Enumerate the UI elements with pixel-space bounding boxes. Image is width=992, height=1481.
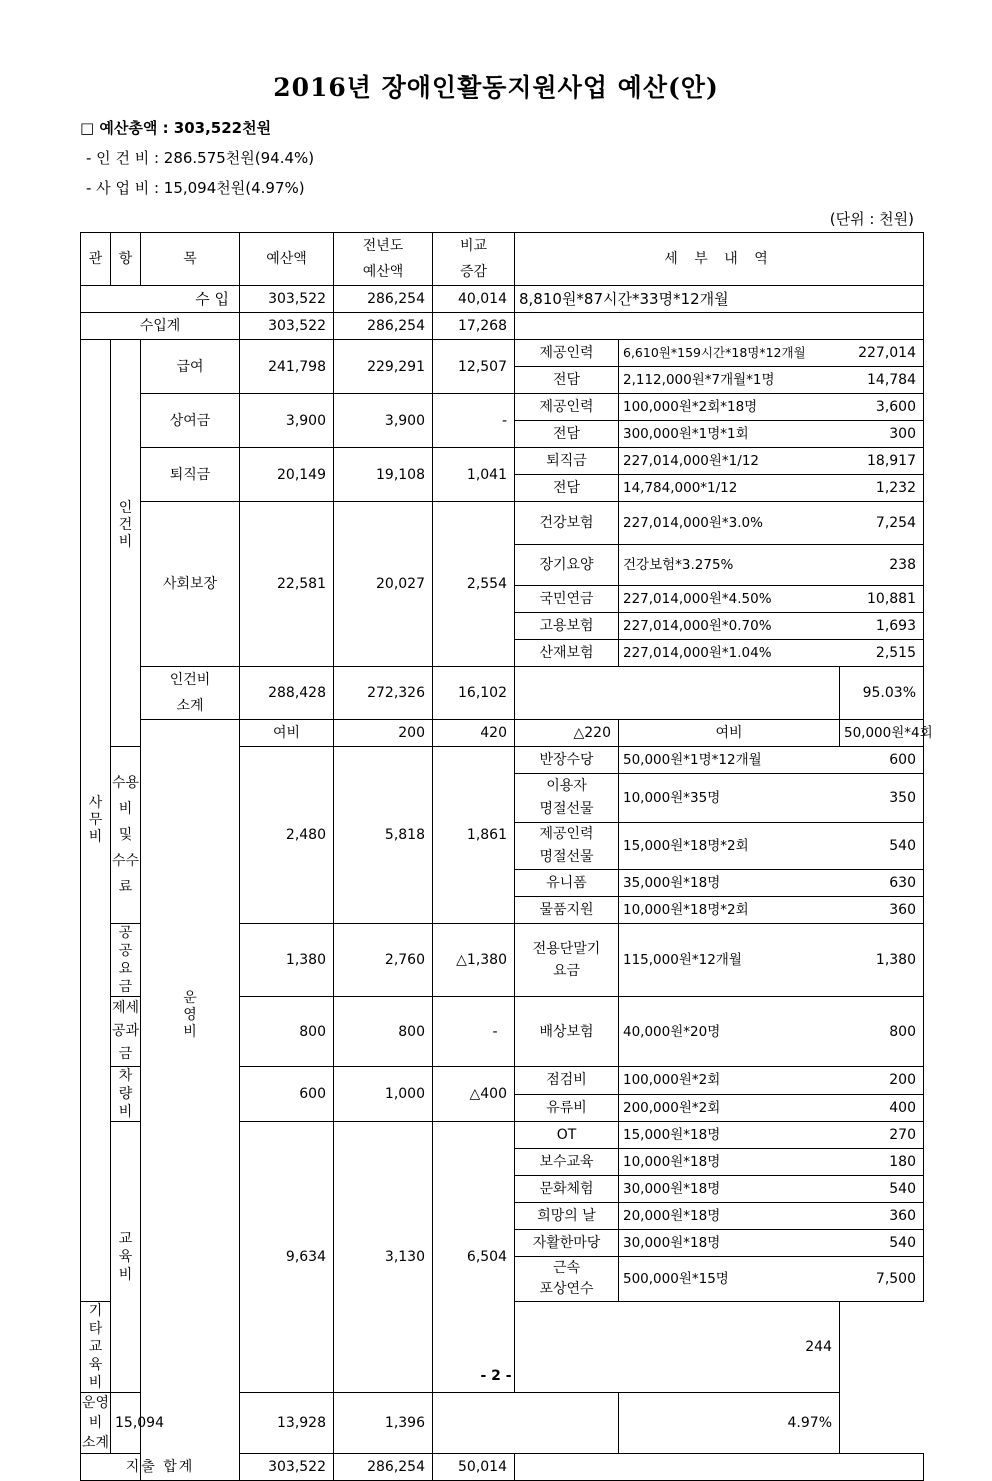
detail-amount: 14,784 (840, 367, 924, 394)
detail-item: 전담 (515, 367, 619, 394)
detail-item: 자활한마당 (515, 1230, 619, 1257)
header-gwan: 관 (81, 233, 111, 286)
expense-total-diff: 50,014 (433, 1454, 515, 1481)
expense-total-row (81, 1454, 924, 1481)
detail-calc: 100,000원*2회*18명 (619, 394, 840, 421)
income-label: 수 입 (81, 286, 240, 313)
bonus-budget: 3,900 (240, 394, 334, 448)
detail-amount: 540 (840, 823, 924, 870)
detail-item: 국민연금 (515, 586, 619, 613)
detail-calc: 227,014,000원*4.50% (619, 586, 840, 613)
detail-calc: 100,000원*2회 (619, 1067, 840, 1095)
income-total-detail (515, 313, 924, 340)
expense-total-budget: 303,522 (240, 1454, 334, 1481)
detail-item: 장기요양 (515, 545, 619, 586)
expense-total-prev: 286,254 (334, 1454, 433, 1481)
income-total-prev: 286,254 (334, 313, 433, 340)
detail-item: 이용자 명절선물 (515, 774, 619, 823)
detail-amount: 7,500 (840, 1257, 924, 1302)
detail-amount: 540 (840, 1230, 924, 1257)
detail-item: 배상보험 (515, 997, 619, 1067)
detail-item: 보수교육 (515, 1149, 619, 1176)
social-budget: 22,581 (240, 502, 334, 667)
detail-item: 제공인력 (515, 340, 619, 367)
detail-item: 전담 (515, 421, 619, 448)
education-prev: 3,130 (334, 1122, 433, 1393)
income-total-diff: 17,268 (433, 313, 515, 340)
vehicle-prev: 1,000 (334, 1067, 433, 1122)
social-diff: 2,554 (433, 502, 515, 667)
detail-amount: 7,254 (840, 502, 924, 545)
income-detail: 8,810원*87시간*33명*12개월 (515, 286, 924, 313)
personnel-summary: - 인 건 비 : 286.575천원(94.4%) (86, 149, 315, 167)
detail-calc: 500,000원*15명 (619, 1257, 840, 1302)
detail-calc: 227,014,000원*3.0% (619, 502, 840, 545)
operation-subtotal-ratio: 4.97% (619, 1393, 840, 1454)
personnel-subtotal-diff: 16,102 (433, 667, 515, 720)
expense-total-label: 지출 합계 (81, 1454, 240, 1481)
mok-supplies: 수용비 및 수수료 (111, 747, 141, 924)
operation-subtotal-prev: 13,928 (240, 1393, 334, 1454)
header-prev: 전년도 예산액 (334, 233, 433, 286)
operation-subtotal-blank (433, 1393, 619, 1454)
detail-item: 고용보험 (515, 613, 619, 640)
income-budget: 303,522 (240, 286, 334, 313)
detail-amount: 227,014 (840, 340, 924, 367)
education-budget: 9,634 (240, 1122, 334, 1393)
detail-item: 유니폼 (515, 870, 619, 897)
business-summary: - 사 업 비 : 15,094천원(4.97%) (86, 179, 305, 197)
operation-subtotal-diff: 1,396 (334, 1393, 433, 1454)
header-diff: 비교 증감 (433, 233, 515, 286)
gwan-label: 사 무 비 (81, 340, 111, 1302)
detail-calc: 35,000원*18명 (619, 870, 840, 897)
personnel-subtotal-row (81, 667, 924, 720)
mok-salary: 급여 (141, 340, 240, 394)
detail-calc: 10,000원*35명 (619, 774, 840, 823)
detail-item: 기타교육비 (81, 1302, 111, 1393)
travel-prev: 420 (433, 720, 515, 747)
detail-amount: 180 (840, 1149, 924, 1176)
budget-table (80, 232, 933, 1481)
detail-calc: 14,784,000*1/12 (619, 475, 840, 502)
detail-calc: 50,000원*1명*12개월 (619, 747, 840, 774)
detail-item: 반장수당 (515, 747, 619, 774)
detail-calc: 227,014,000원*0.70% (619, 613, 840, 640)
detail-amount: 600 (840, 747, 924, 774)
detail-calc: 200,000원*2회 (619, 1094, 840, 1122)
detail-calc: 50,000원*4회 (840, 720, 924, 747)
bonus-diff: - (433, 394, 515, 448)
header-detail: 세 부 내 역 (515, 233, 924, 286)
mok-travel: 여비 (240, 720, 334, 747)
header-hang: 항 (111, 233, 141, 286)
header-mok: 목 (141, 233, 240, 286)
vehicle-diff: △400 (433, 1067, 515, 1122)
detail-amount: 1,693 (840, 613, 924, 640)
detail-amount: 18,917 (840, 448, 924, 475)
utilities-diff: △1,380 (433, 924, 515, 997)
page-number: - 2 - (480, 1368, 512, 1384)
detail-amount: 244 (619, 1302, 840, 1393)
salary-diff: 12,507 (433, 340, 515, 394)
detail-amount: 800 (840, 997, 924, 1067)
vehicle-budget: 600 (240, 1067, 334, 1122)
detail-item: 희망의 날 (515, 1203, 619, 1230)
detail-item: 전용단말기 요금 (515, 924, 619, 997)
detail-amount: 2,515 (840, 640, 924, 667)
mok-taxes: 제세 공과금 (111, 997, 141, 1067)
detail-item: 물품지원 (515, 897, 619, 924)
detail-amount: 270 (840, 1122, 924, 1149)
hang-operation: 운 영 비 (141, 720, 240, 1481)
detail-calc: 227,014,000원*1/12 (619, 448, 840, 475)
header-row (81, 233, 924, 286)
detail-calc: 20,000원*18명 (619, 1203, 840, 1230)
mok-vehicle: 차량비 (111, 1067, 141, 1122)
detail-item: 퇴직금 (515, 448, 619, 475)
detail-item: 문화체험 (515, 1176, 619, 1203)
detail-item: 근속 포상연수 (515, 1257, 619, 1302)
unit-label: (단위 : 천원) (829, 210, 914, 228)
detail-calc: 227,014,000원*1.04% (619, 640, 840, 667)
expense-total-detail (515, 1454, 924, 1481)
personnel-subtotal-budget: 288,428 (240, 667, 334, 720)
detail-amount: 1,232 (840, 475, 924, 502)
detail-calc: 건강보험*3.275% (619, 545, 840, 586)
detail-item: 전담 (515, 475, 619, 502)
taxes-prev: 800 (334, 997, 433, 1067)
operation-subtotal-budget: 15,094 (111, 1393, 141, 1454)
travel-budget: 200 (334, 720, 433, 747)
income-total-label: 수입계 (81, 313, 240, 340)
education-diff: 6,504 (433, 1122, 515, 1393)
detail-calc: 115,000원*12개월 (619, 924, 840, 997)
taxes-diff: - (433, 997, 515, 1067)
severance-budget: 20,149 (240, 448, 334, 502)
detail-amount: 360 (840, 897, 924, 924)
detail-calc: 15,000원*18명 (619, 1122, 840, 1149)
detail-amount: 200 (840, 1067, 924, 1095)
mok-utilities: 공공요금 (111, 924, 141, 997)
detail-calc: 6,610원*159시간*18명*12개월 (619, 340, 840, 367)
detail-item: 제공인력 (515, 394, 619, 421)
mok-education: 교육비 (111, 1122, 141, 1393)
supplies-prev: 5,818 (334, 747, 433, 924)
table-row (81, 502, 924, 545)
table-row (81, 394, 924, 421)
detail-amount: 400 (840, 1094, 924, 1122)
utilities-prev: 2,760 (334, 924, 433, 997)
detail-item: 제공인력 명절선물 (515, 823, 619, 870)
personnel-subtotal-ratio: 95.03% (840, 667, 924, 720)
supplies-budget: 2,480 (240, 747, 334, 924)
mok-bonus: 상여금 (141, 394, 240, 448)
detail-calc: 30,000원*18명 (619, 1176, 840, 1203)
detail-calc: 300,000원*1명*1회 (619, 421, 840, 448)
detail-amount: 360 (840, 1203, 924, 1230)
social-prev: 20,027 (334, 502, 433, 667)
detail-calc: 30,000원*18명 (619, 1230, 840, 1257)
detail-amount: 3,600 (840, 394, 924, 421)
detail-item: OT (515, 1122, 619, 1149)
detail-amount: 10,881 (840, 586, 924, 613)
operation-subtotal-label: 운영비 소계 (81, 1393, 111, 1454)
detail-item: 산재보험 (515, 640, 619, 667)
page-title: 2016년 장애인활동지원사업 예산(안) (273, 73, 719, 102)
income-total-row (81, 313, 924, 340)
detail-amount: 238 (840, 545, 924, 586)
travel-diff: △220 (515, 720, 619, 747)
detail-calc: 2,112,000원*7개월*1명 (619, 367, 840, 394)
supplies-diff: 1,861 (433, 747, 515, 924)
utilities-budget: 1,380 (240, 924, 334, 997)
bonus-prev: 3,900 (334, 394, 433, 448)
detail-calc: 10,000원*18명*2회 (619, 897, 840, 924)
personnel-subtotal-prev: 272,326 (334, 667, 433, 720)
table-row (81, 720, 924, 747)
detail-amount: 300 (840, 421, 924, 448)
severance-prev: 19,108 (334, 448, 433, 502)
table-row (81, 448, 924, 475)
budget-total: □ 예산총액 : 303,522천원 (80, 119, 272, 137)
personnel-subtotal-label: 인건비 소계 (141, 667, 240, 720)
mok-severance: 퇴직금 (141, 448, 240, 502)
severance-diff: 1,041 (433, 448, 515, 502)
detail-amount: 540 (840, 1176, 924, 1203)
detail-amount: 1,380 (840, 924, 924, 997)
detail-item: 여비 (619, 720, 840, 747)
detail-amount: 630 (840, 870, 924, 897)
income-row (81, 286, 924, 313)
detail-item: 유류비 (515, 1094, 619, 1122)
salary-prev: 229,291 (334, 340, 433, 394)
personnel-subtotal-blank (515, 667, 840, 720)
detail-calc: 40,000원*20명 (619, 997, 840, 1067)
detail-item: 건강보험 (515, 502, 619, 545)
detail-amount: 350 (840, 774, 924, 823)
detail-item: 점검비 (515, 1067, 619, 1095)
salary-budget: 241,798 (240, 340, 334, 394)
mok-social: 사회보장 (141, 502, 240, 667)
header-budget: 예산액 (240, 233, 334, 286)
income-prev: 286,254 (334, 286, 433, 313)
income-diff: 40,014 (433, 286, 515, 313)
detail-calc: 15,000원*18명*2회 (619, 823, 840, 870)
table-row (81, 340, 924, 367)
hang-personnel: 인 건 비 (111, 340, 141, 747)
taxes-budget: 800 (240, 997, 334, 1067)
income-total-budget: 303,522 (240, 313, 334, 340)
detail-calc: 10,000원*18명 (619, 1149, 840, 1176)
